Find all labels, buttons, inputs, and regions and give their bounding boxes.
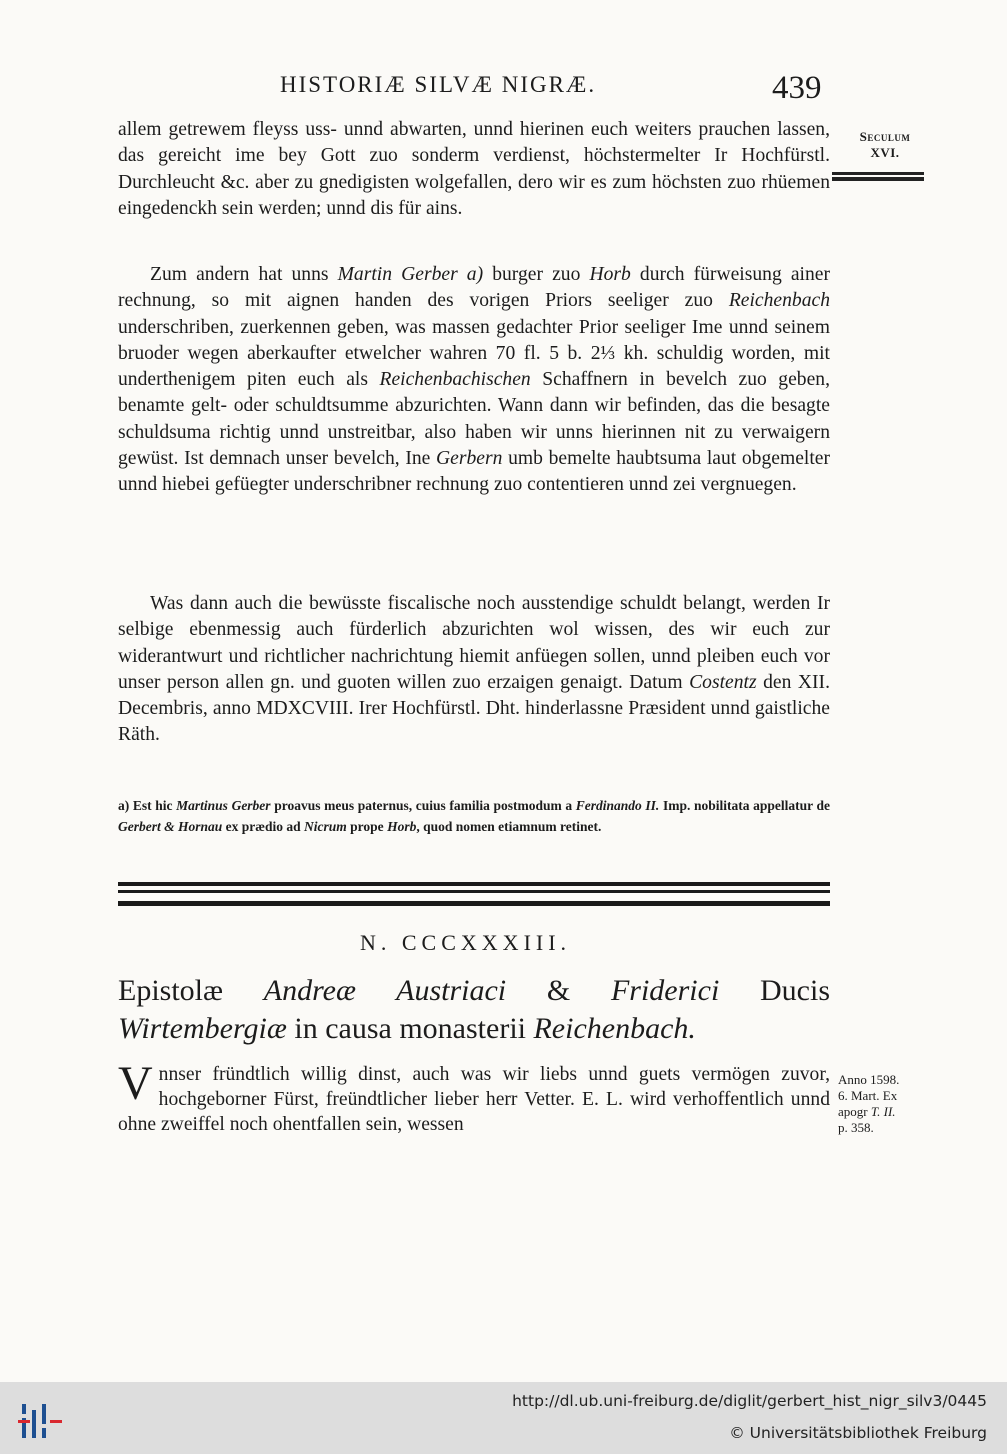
anno-line-1: Anno 1598. [838,1072,900,1087]
place-costentz: Costentz [689,671,757,693]
section-separator-rule [118,882,830,906]
name-gerbern: Gerbern [436,448,503,470]
letter-text: nnser fründtlich willig dinst, auch was wir liebs unnd guets vermögen zuvor, hochgeborner Fürst, freündtlicher lieber herr Vetter. E. L. wird verhoffentlich unnd ohne zweiffel noch ohentfallen sein, wessen [118,1064,830,1135]
anno-line-4: p. 358. [838,1120,874,1135]
anno-line-3: apogr T. II. [838,1104,896,1119]
place-reichenbach: Reichenbach [728,290,830,312]
footnote-mark: a) [118,798,130,813]
side-note-anno [838,1072,930,1136]
paragraph-2 [118,262,830,499]
paragraph-1 [118,117,830,222]
paragraph-3-text: Was dann auch die bewüsste fiscalische noch ausstendige schuldt belangt, werden Ir selbige ebenmessig auch fürderlich abzurichten wol wissen, des wir euch zur widerantwurt und richtlicher nachrichtung hiemit anfüegen sollen, unnd pleiben euch vor unser person allen gn. und guoten willen zuo erzaigen genaigt. Datum Costentz den XII. Decembris, anno MDXCVIII. Irer Hochfürstl. Dht. hinderlassne Præsident unnd gaistliche Räth. [118,593,830,746]
place-horb: Horb [589,264,631,285]
name-martin-gerber: Martin Gerber [337,264,458,285]
running-header-title: HISTORIÆ SILVÆ NIGRÆ. [280,72,597,97]
seculum-number: XVI. [870,145,900,160]
footnote: a) Est hic Martinus Gerber proavus meus paternus, cuius familia postmodum a Ferdinando II. Imp. nobilitata appellatur de Gerbert & Hornau ex prædio ad Nicrum prope Horb, quod nomen etiamnum retinet. [118,798,830,834]
anno-line-2: 6. Mart. Ex [838,1088,898,1103]
seculum-label: Seculum [859,129,911,144]
paragraph-3 [118,591,830,749]
paragraph-2-text: Zum andern hat unns Martin Gerber a) burger zuo Horb durch fürweisung ainer rechnung, so mit aignen handen des vorigen Priors seeliger zuo Reichenbach underschriben, zuerkennen geben, was massen gedachter Prior seeliger Ime unnd seinem bruoder wegen aberkaufter etwelcher wahren 70 fl. 5 b. 2⅓ kh. schuldig worden, mit underthenigem piten euch als Reichenbachischen Schaffnern in bevelch zuo geben, benamte gelt- oder schuldtsumme abzurichten. Wann dann wir befinden, das die besagte schuldsuma richtig unnd unstreitbar, also haben wir unns hierinnen nit zu verwaigern gewüst. Ist demnach unser bevelch, Ine Gerbern umb bemelte haubtsuma laut obgemelter unnd hiebei gefüegter underschribner rechnung zuo contentieren unnd zei vergnuegen. [118,264,830,496]
ub-freiburg-logo-icon[interactable] [18,1402,62,1442]
letter-opening [118,1057,830,1137]
permalink-url[interactable]: http://dl.ub.uni-freiburg.de/diglit/gerbert_hist_nigr_silv3/0445 [512,1392,987,1410]
document-heading: Epistolæ Andreæ Austriaci & Friderici Ducis Wirtembergiæ in causa monasterii Reichenbach. [118,974,831,1045]
place-reichenbachischen: Reichenbachischen [379,369,531,391]
footnote-ref: a) [466,264,484,285]
document-number: N. CCCXXXIII. [360,930,572,955]
page-number: 439 [772,70,822,106]
paragraph-1-text: allem getrewem fleyss uss- unnd abwarten, unnd hierinen euch weiters prauchen lassen, das gereicht ime bey Gott zuo sonderm verdienst, höchstermelter Ir Hochfürstl. Durchleucht &c. aber zu gnedigisten wolgefallen, dero wir es zum höchsten zuo rhüemen eingedenckh sein werden; unnd dis für ains. [118,119,830,219]
viewer-footer-bar [0,1382,1007,1454]
side-note-seculum [845,129,925,161]
copyright-notice: © Universitätsbibliothek Freiburg [729,1424,987,1442]
side-double-rule [832,172,924,181]
drop-cap-letter: V [118,1057,153,1110]
